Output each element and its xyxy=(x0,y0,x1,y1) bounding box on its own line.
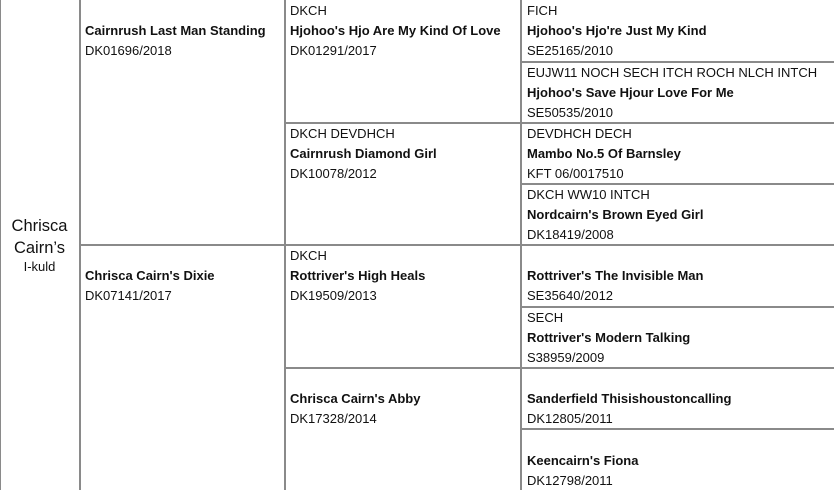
divider-ggp-1 xyxy=(520,61,834,63)
ggp3-title: DEVDHCH DECH xyxy=(527,126,632,141)
divider-ggp-7 xyxy=(520,428,834,430)
gp3-title: DKCH xyxy=(290,248,327,263)
ggp3-name: Mambo No.5 Of Barnsley xyxy=(527,146,681,161)
gp4-reg: DK17328/2014 xyxy=(290,411,377,426)
ggp5-name: Rottriver's The Invisible Man xyxy=(527,268,704,283)
ggp4-name: Nordcairn's Brown Eyed Girl xyxy=(527,207,704,222)
subject-cell xyxy=(0,0,79,490)
dam-reg: DK07141/2017 xyxy=(85,288,172,303)
sire-reg: DK01696/2018 xyxy=(85,43,172,58)
divider-gp-1 xyxy=(284,122,834,124)
gp1-name: Hjohoo's Hjo Are My Kind Of Love xyxy=(290,23,501,38)
ggp8-name: Keencairn's Fiona xyxy=(527,453,639,468)
ggp6-name: Rottriver's Modern Talking xyxy=(527,330,691,345)
divider-ggp-3 xyxy=(520,183,834,185)
ggp1-reg: SE25165/2010 xyxy=(527,43,614,58)
ggp6-reg: S38959/2009 xyxy=(527,350,605,365)
gp1-title: DKCH xyxy=(290,3,327,18)
ggp6-title: SECH xyxy=(527,310,564,325)
sire-name: Cairnrush Last Man Standing xyxy=(85,23,266,38)
gp2-reg: DK10078/2012 xyxy=(290,166,377,181)
gp1-reg: DK01291/2017 xyxy=(290,43,377,58)
divider-ggp-5 xyxy=(520,306,834,308)
divider-gp-3 xyxy=(284,367,834,369)
subject-name-line3: I-kuld xyxy=(23,259,56,274)
gp3-name: Rottriver's High Heals xyxy=(290,268,426,283)
ggp7-reg: DK12805/2011 xyxy=(527,411,613,426)
ggp2-reg: SE50535/2010 xyxy=(527,105,614,120)
ggp2-title: EUJW11 NOCH SECH ITCH ROCH NLCH INTCH xyxy=(527,65,818,80)
ggp5-reg: SE35640/2012 xyxy=(527,288,614,303)
ggp1-name: Hjohoo's Hjo're Just My Kind xyxy=(527,23,707,38)
ggp3-reg: KFT 06/0017510 xyxy=(527,166,624,181)
ggp7-name: Sanderfield Thisishoustoncalling xyxy=(527,391,732,406)
subject-name-line1: Chrisca xyxy=(11,217,68,235)
gp4-name: Chrisca Cairn's Abby xyxy=(290,391,421,406)
gp3-reg: DK19509/2013 xyxy=(290,288,377,303)
subject-name-line2: Cairn’s xyxy=(13,239,66,257)
gp2-title: DKCH DEVDHCH xyxy=(290,126,395,141)
ggp2-name: Hjohoo's Save Hjour Love For Me xyxy=(527,85,734,100)
divider-row-mid xyxy=(79,244,834,246)
ggp4-title: DKCH WW10 INTCH xyxy=(527,187,650,202)
dam-name: Chrisca Cairn's Dixie xyxy=(85,268,215,283)
ggp4-reg: DK18419/2008 xyxy=(527,227,614,242)
ggp1-title: FICH xyxy=(527,3,558,18)
gp2-name: Cairnrush Diamond Girl xyxy=(290,146,437,161)
ggp8-reg: DK12798/2011 xyxy=(527,473,613,488)
